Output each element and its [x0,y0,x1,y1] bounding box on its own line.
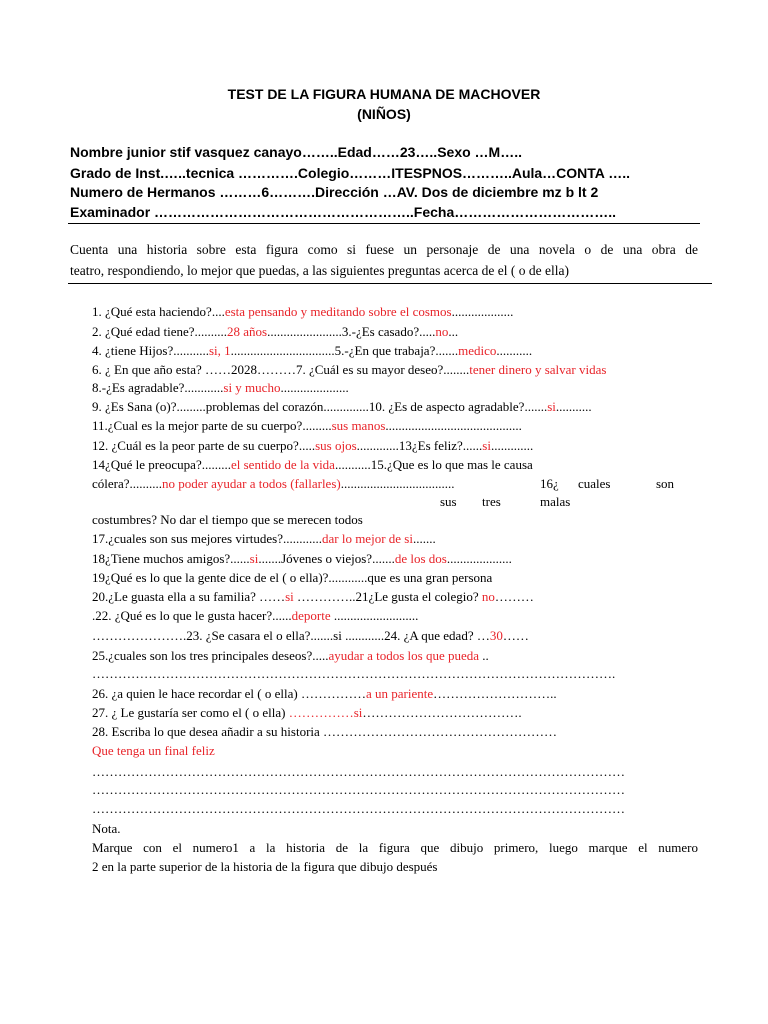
question-8: 8.-¿Es agradable?............si y mucho..................... [92,380,349,395]
question-20-21: 20.¿Le guasta ella a su familia? ……si …………..21¿Le gusta el colegio? no……… [92,589,534,604]
answer-27: ……………si [288,705,363,720]
instructions-line-2: teatro, respondiendo, lo mejor que puedas, a las siguientes preguntas acerca de el ( o de ella) [70,263,569,278]
question-23-24: ………………….23. ¿Se casara el o ella?.......si ............24. ¿A que edad? …30…… [92,628,529,643]
nota-label: Nota. [92,821,121,836]
instructions-divider [68,283,712,284]
question-16-number: 16¿ [540,476,559,491]
answer-1: esta pensando y meditando sobre el cosmos [224,304,452,319]
answer-26: a un pariente [365,686,434,701]
answer-4: si, 1 [208,343,231,358]
header-name-line: Nombre junior stif vasquez canayo……..Edad……23…..Sexo …M….. [70,144,522,160]
header-examiner-line: Examinador ………………………………………………..Fecha…………………………….. [70,204,617,220]
question-16-word: malas [540,494,571,509]
header-siblings-line: Numero de Hermanos ………6……….Dirección …AV. Dos de diciembre mz b lt 2 [70,184,599,200]
question-16-word: son [656,476,675,491]
question-25: 25.¿cuales son los tres principales deseos?.....ayudar a todos los que pueda .. [92,648,489,663]
question-1: 1. ¿Qué esta haciendo?....esta pensando y meditando sobre el cosmos................... [92,304,514,319]
document-subtitle: (NIÑOS) [357,106,411,122]
nota-line-1: Marque con el numero1 a la historia de la figura que dibujo primero, luego marque el numero [92,840,698,855]
answer-2: 28 años [227,324,268,339]
header-grade-line: Grado de Inst.…..tecnica ………….Colegio………ITESPNOS………..Aula…CONTA ….. [70,165,631,181]
question-9-10: 9. ¿Es Sana (o)?.........problemas del corazón..............10. ¿Es de aspecto agradable?.......si........... [92,399,592,414]
document-title: TEST DE LA FIGURA HUMANA DE MACHOVER [227,86,541,102]
question-27: 27. ¿ Le gustaría ser como el ( o ella) ……………si………………………………. [92,705,522,720]
question-28: 28. Escriba lo que desea añadir a su historia ……………………………………………… [92,724,558,739]
answer-21: no [481,589,495,604]
answer-28: Que tenga un final feliz [92,743,215,758]
question-19: 19¿Qué es lo que la gente dice de el ( o ella)?............que es una gran persona [92,570,493,585]
question-16-word: sus [440,494,457,509]
answer-20: si [285,589,294,604]
answer-10: si [547,399,556,414]
question-22: .22. ¿Qué es lo que le gusta hacer?......deporte .......................... [92,608,419,623]
header-divider [68,223,700,224]
answer-18b: de los dos [394,551,447,566]
answer-18a: si [249,551,259,566]
answer-5: medico [458,343,497,358]
answer-8: si y mucho [223,380,281,395]
question-25-dotted-line: …………………………………………………………………………………………………………. [92,666,616,681]
question-26: 26. ¿a quien le hace recordar el ( o ella) ……………a un pariente……………………….. [92,686,557,701]
answer-17: dar lo mejor de si [321,531,413,546]
question-16-answer: costumbres? No dar el tiempo que se merecen todos [92,512,363,527]
answer-25: ayudar a todos los que pueda [328,648,480,663]
answer-7: tener dinero y salvar vidas [469,362,607,377]
question-14-15: 14¿Qué le preocupa?.........el sentido de la vida...........15.¿Que es lo que mas le causa [92,457,533,472]
answer-15: no poder ayudar a todos (fallarles) [162,476,341,491]
answer-11: sus manos [331,418,386,433]
question-16-word: cuales [578,476,611,491]
dotted-line: …………………………………………………………………………………………………………… [92,782,625,797]
answer-13: si [482,438,491,453]
question-12-13: 12. ¿Cuál es la peor parte de su cuerpo?.....sus ojos.............13¿Es feliz?......si............. [92,438,534,453]
answer-24: 30 [489,628,503,643]
nota-line-2: 2 en la parte superior de la historia de la figura que dibujo después [92,859,438,874]
dotted-line: …………………………………………………………………………………………………………… [92,801,625,816]
question-11: 11.¿Cual es la mejor parte de su cuerpo?.........sus manos.......................................... [92,418,522,433]
question-15-answer-line: cólera?..........no poder ayudar a todos (fallarles)................................... [92,476,455,491]
question-6-7: 6. ¿ En que año esta? ……2028………7. ¿Cuál es su mayor deseo?........tener dinero y salvar vidas [92,362,607,377]
question-18: 18¿Tiene muchos amigos?......si.......Jóvenes o viejos?.......de los dos.................... [92,551,512,566]
question-17: 17.¿cuales son sus mejores virtudes?............dar lo mejor de si....... [92,531,436,546]
answer-14: el sentido de la vida [230,457,335,472]
question-2-3: 2. ¿Qué edad tiene?..........28 años.......................3.-¿Es casado?.....no... [92,324,459,339]
answer-22: deporte [291,608,331,623]
dotted-line: …………………………………………………………………………………………………………… [92,764,625,779]
answer-3: no [435,324,449,339]
answer-12: sus ojos [315,438,357,453]
instructions-line-1: Cuenta una historia sobre esta figura como si fuese un personaje de una novela o de una obra de [70,242,698,257]
question-16-word: tres [482,494,501,509]
question-4-5: 4. ¿tiene Hijos?...........si, 1................................5.-¿En que trabaja?.......medico........... [92,343,533,358]
